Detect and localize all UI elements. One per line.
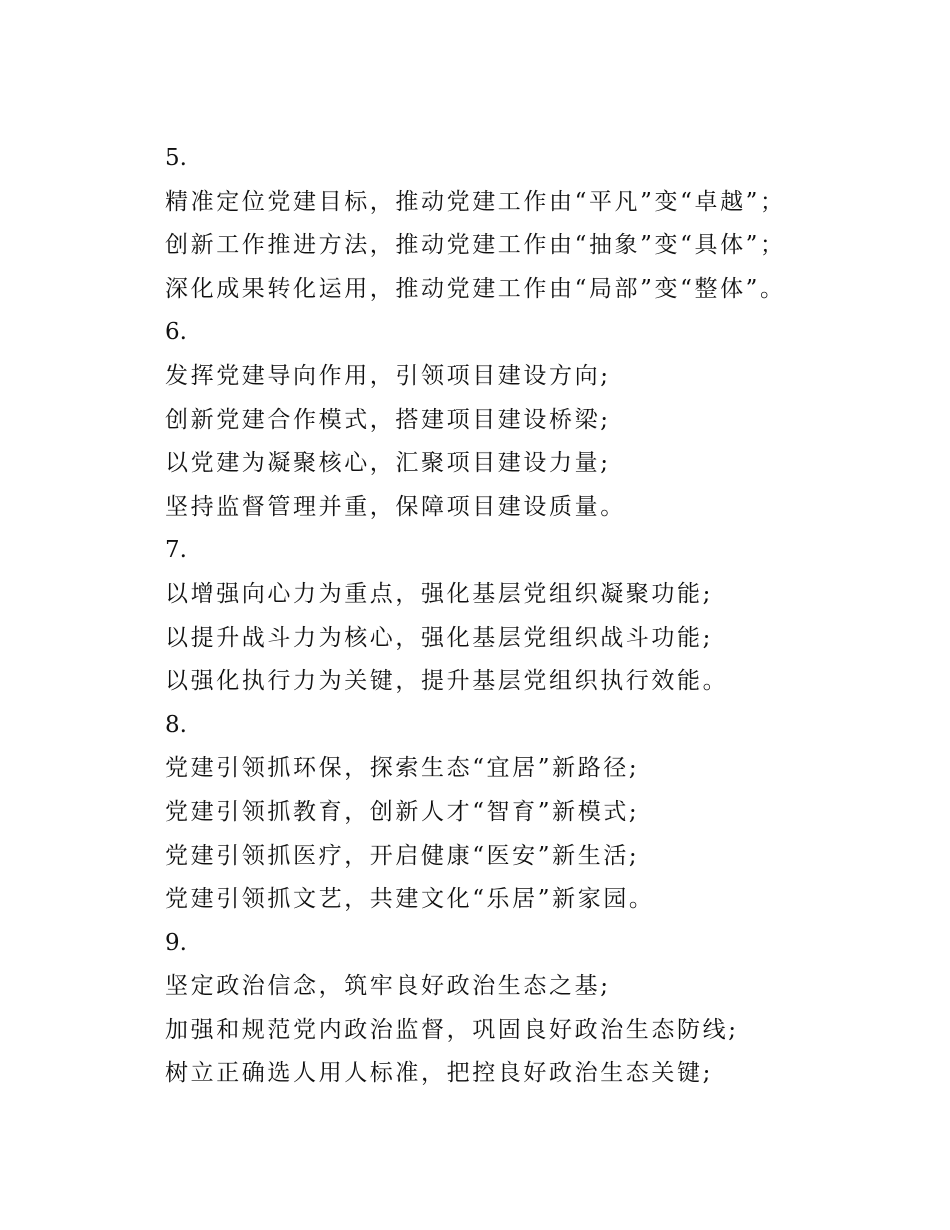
section-number: 5.	[165, 145, 187, 171]
section-9	[165, 922, 925, 1096]
text-line: 深化成果转化运用，推动党建工作由“局部”变“整体”。	[165, 275, 786, 302]
section-number: 9.	[165, 929, 187, 956]
text-line: 以提升战斗力为核心，强化基层党组织战斗功能;	[165, 624, 713, 651]
text-line: 以党建为凝聚核心，汇聚项目建设力量;	[165, 450, 611, 477]
text-line: 党建引领抓医疗，开启健康“医安”新生活;	[165, 842, 640, 869]
text-line: 坚定政治信念，筑牢良好政治生态之基;	[165, 973, 611, 1000]
section-7	[165, 529, 925, 703]
text-line: 创新党建合作模式，搭建项目建设桥梁;	[165, 406, 611, 433]
text-line: 创新工作推进方法，推动党建工作由“抽象”变“具体”；	[165, 232, 786, 259]
section-6	[165, 311, 925, 529]
document-body	[165, 137, 925, 1096]
text-line: 坚持监督管理并重，保障项目建设质量。	[165, 493, 626, 520]
text-line: 加强和规范党内政治监督，巩固良好政治生态防线;	[165, 1016, 739, 1043]
section-number: 7.	[165, 537, 187, 564]
section-number: 6.	[165, 319, 187, 346]
text-line: 精准定位党建目标，推动党建工作由“平凡”变“卓越”；	[165, 188, 786, 215]
text-line: 党建引领抓文艺，共建文化“乐居”新家园。	[165, 886, 655, 913]
text-line: 发挥党建导向作用，引领项目建设方向;	[165, 362, 611, 389]
text-line: 党建引领抓教育，创新人才“智育”新模式;	[165, 798, 640, 825]
section-number: 8.	[165, 711, 187, 738]
text-line: 以强化执行力为关键，提升基层党组织执行效能。	[165, 668, 729, 695]
section-5	[165, 137, 925, 311]
section-8	[165, 704, 925, 922]
text-line: 以增强向心力为重点，强化基层党组织凝聚功能;	[165, 580, 713, 607]
text-line: 党建引领抓环保，探索生态“宜居”新路径;	[165, 755, 640, 782]
text-line: 树立正确选人用人标准，把控良好政治生态关键;	[165, 1060, 713, 1087]
